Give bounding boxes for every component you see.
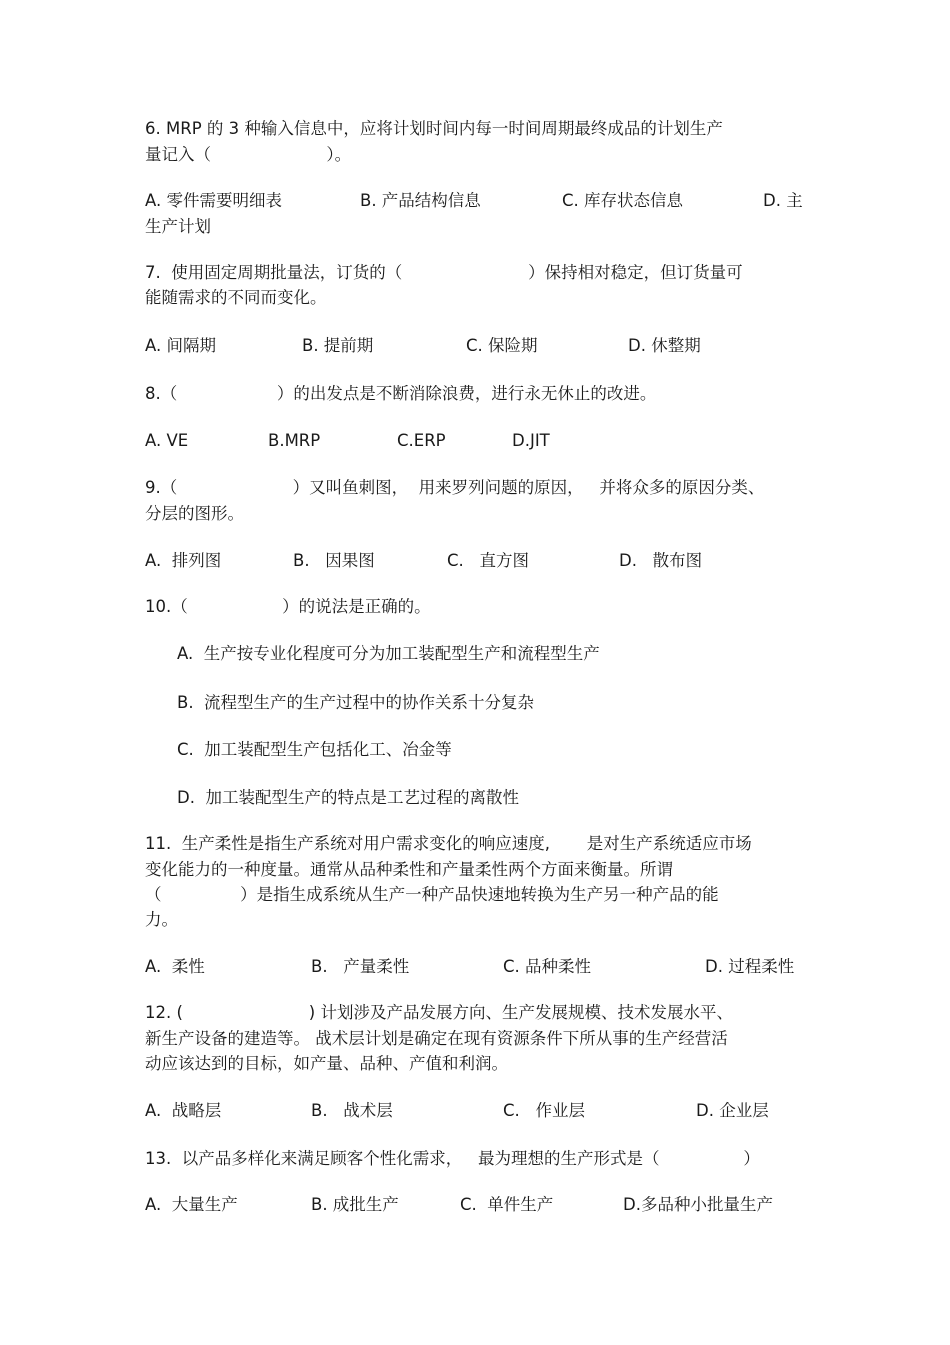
q7-stem-line-1: 7. 使用固定周期批量法，订货的（ ）保持相对稳定，但订货量可 xyxy=(145,263,743,282)
q6-stem-line-1: 6. MRP 的 3 种输入信息中，应将计划时间内每一时间周期最终成品的计划生产 xyxy=(145,119,723,138)
q7-option-b: B. 提前期 xyxy=(302,336,374,355)
q10-option-d: D. 加工装配型生产的特点是工艺过程的离散性 xyxy=(177,788,519,807)
q10-option-b: B. 流程型生产的生产过程中的协作关系十分复杂 xyxy=(177,693,535,712)
q9-stem-line-2: 分层的图形。 xyxy=(145,504,244,523)
q11-stem-line-3: （ ）是指生成系统从生产一种产品快速地转换为生产另一种产品的能 xyxy=(145,885,719,904)
q12-stem-line-2: 新生产设备的建造等。 战术层计划是确定在现有资源条件下所从事的生产经营活 xyxy=(145,1029,728,1048)
q12-option-d: D. 企业层 xyxy=(696,1101,769,1120)
q11-stem-line-1: 11. 生产柔性是指生产系统对用户需求变化的响应速度, 是对生产系统适应市场 xyxy=(145,834,752,853)
q8-option-d: D.JIT xyxy=(512,431,550,450)
q9-option-d: D. 散布图 xyxy=(619,551,703,570)
q12-option-a: A. 战略层 xyxy=(145,1101,222,1120)
q11-stem-line-2: 变化能力的一种度量。通常从品种柔性和产量柔性两个方面来衡量。所谓 xyxy=(145,860,673,879)
q9-option-b: B. 因果图 xyxy=(293,551,375,570)
q8-option-a: A. VE xyxy=(145,431,189,450)
q13-option-d: D.多品种小批量生产 xyxy=(623,1195,773,1214)
q13-option-a: A. 大量生产 xyxy=(145,1195,238,1214)
q6-stem-line-2: 量记入（ ）。 xyxy=(145,145,352,164)
q11-stem-line-4: 力。 xyxy=(145,910,178,929)
q11-option-a: A. 柔性 xyxy=(145,957,205,976)
q7-option-a: A. 间隔期 xyxy=(145,336,216,355)
q9-stem-line-1: 9.（ ）又叫鱼刺图， 用来罗列问题的原因， 并将众多的原因分类、 xyxy=(145,478,765,497)
q10-option-c: C. 加工装配型生产包括化工、冶金等 xyxy=(177,740,452,759)
q6-option-d-continued: 生产计划 xyxy=(145,217,211,236)
q13-option-c: C. 单件生产 xyxy=(460,1195,554,1214)
q7-option-d: D. 休整期 xyxy=(628,336,701,355)
q9-option-c: C. 直方图 xyxy=(447,551,530,570)
q12-option-c: C. 作业层 xyxy=(503,1101,586,1120)
q12-option-b: B. 战术层 xyxy=(311,1101,393,1120)
q6-option-b: B. 产品结构信息 xyxy=(360,191,481,210)
q12-stem-line-1: 12. ( ) 计划涉及产品发展方向、生产发展规模、技术发展水平、 xyxy=(145,1003,733,1022)
q6-option-c: C. 库存状态信息 xyxy=(562,191,684,210)
q11-option-d: D. 过程柔性 xyxy=(705,957,795,976)
q13-stem-line-1: 13. 以产品多样化来满足顾客个性化需求， 最为理想的生产形式是（ ） xyxy=(145,1149,760,1168)
q8-option-c: C.ERP xyxy=(397,431,446,450)
q7-stem-line-2: 能随需求的不同而变化。 xyxy=(145,288,327,307)
q8-option-b: B.MRP xyxy=(268,431,321,450)
q6-option-a: A. 零件需要明细表 xyxy=(145,191,282,210)
q11-option-b: B. 产量柔性 xyxy=(311,957,410,976)
q12-stem-line-3: 动应该达到的目标，如产量、品种、产值和利润。 xyxy=(145,1054,508,1073)
q9-option-a: A. 排列图 xyxy=(145,551,222,570)
q6-option-d: D. 主 xyxy=(763,191,803,210)
q11-option-c: C. 品种柔性 xyxy=(503,957,592,976)
q7-option-c: C. 保险期 xyxy=(466,336,538,355)
q10-option-a: A. 生产按专业化程度可分为加工装配型生产和流程型生产 xyxy=(177,644,600,663)
q13-option-b: B. 成批生产 xyxy=(311,1195,399,1214)
q10-stem-line-1: 10.（ ）的说法是正确的。 xyxy=(145,597,431,616)
q8-stem-line-1: 8.（ ）的出发点是不断消除浪费，进行永无休止的改进。 xyxy=(145,384,657,403)
